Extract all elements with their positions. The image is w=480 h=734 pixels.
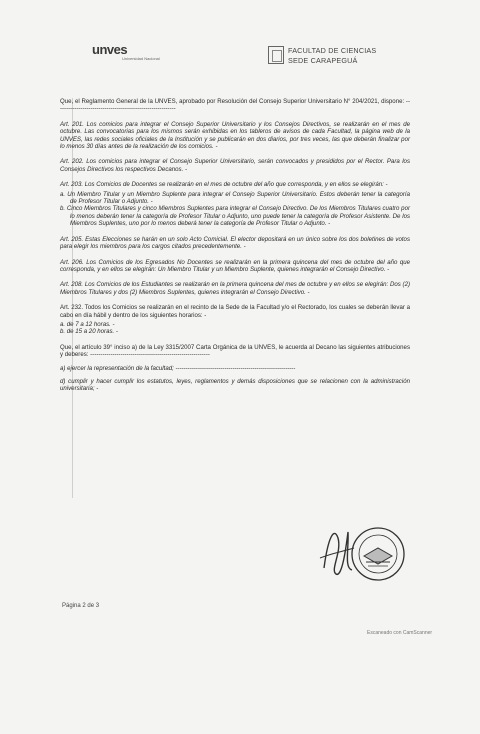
ley-item-d: d) cumplir y hacer cumplir los estatutos, leyes, reglamentos y demás disposiciones que se relacionen con la administración universitaria; -: [60, 377, 410, 393]
document-body: [60, 98, 410, 401]
unves-logo: [92, 42, 170, 72]
unves-logo-subtitle: Universidad Nacional: [122, 56, 160, 61]
faculty-logo: [268, 44, 388, 74]
ley-item-a: a) ejercer la representación de la facultad; -----------------------------------------------------------: [60, 364, 296, 372]
article-232-item-a: a. de 7 a 12 horas. -: [60, 320, 115, 328]
article-206: Art. 206. Los Comicios de los Egresados No Docentes se realizarán en la primera quincena del mes de octubre del año que corresponda, y en ellos se elegirán: Un Miembro Titular y un Miembro Suplente, quienes integrarán el Consejo Directivo. -: [60, 258, 410, 273]
article-232-item-b: b. de 15 a 20 horas. -: [60, 328, 118, 336]
article-232-intro: Art. 232. Todos los Comicios se realizarán en el recinto de la Sede de la Facultad y/o el Rectorado, los cuales se deberán llevar a cabo en día hábil y dentro de los siguientes horarios: -: [60, 304, 410, 319]
article-203-item-a: a. Un Miembro Titular y un Miembro Suplente para integrar el Consejo Superior Universitario. Estos deberán tener la categoría de Profesor Titular o Adjunto. -: [60, 190, 410, 206]
article-203-item-b: b. Cinco Miembros Titulares y cinco Miembros Suplentes para integrar el Consejo Directivo. De los Miembros Titulares cuatro por lo menos deberán tener la categoría de Profesor Titular o Adjunto, uno puede tener la categoría de Profesor Asistente. De los Miembros Suplentes, uno por lo menos deberá tener la categoría de Profesor Titular o Adjunto. -: [60, 205, 410, 228]
signature-and-seal: [318, 518, 408, 588]
article-203-intro: Art. 203. Los Comicios de Docentes se realizarán en el mes de octubre del año que corresponda, y en ellos se elegirán: -: [60, 181, 388, 189]
article-232-list: [60, 321, 410, 336]
article-208: Art. 208. Los Comicios de los Estudiantes se realizarán en la primera quincena del mes de octubre y en ellos se elegirán: Dos (2) Miembros Titulares y dos (2) Miembros Suplentes, quienes integrarán el Consejo Directivo. -: [60, 281, 410, 296]
ley-intro: Que, el artículo 39° inciso a) de la Ley 3315/2007 Carta Orgánica de la UNVES, le acuerda al Decano las siguientes atribuciones y deberes: -----------------------------------------------------------: [60, 343, 410, 359]
scanner-watermark: Escaneado con CamScanner: [367, 630, 433, 636]
intro-paragraph: Que, el Reglamento General de la UNVES, aprobado por Resolución del Consejo Superior Universitario N° 204/2021, dispone: -----------------------------------------------------------: [60, 98, 410, 113]
article-205: Art. 205. Estas Elecciones se harán en un solo Acto Comicial. El elector depositará en un único sobre los dos boletines de votos para elegir los miembros para los cargos citados precedentemente. -: [60, 235, 410, 251]
article-201: Art. 201. Los comicios para integrar el Consejo Superior Universitario y los Consejos Directivos, se realizarán en el mes de octubre. Las convocatorias para los mismos serán exhibidas en los tableros de avisos de cada Facultad, la página web de la UNVES, las redes sociales oficiales de la Institución y se publicarán en dos diarios, por tres veces, las que deberán finalizar por lo menos 30 días antes de la realización de los comicios. -: [60, 120, 410, 151]
signature: [320, 532, 354, 574]
unves-logo-text: unves: [92, 42, 128, 57]
faculty-campus: SEDE CARAPEGUÁ: [288, 56, 358, 65]
article-202: Art. 202. Los comicios para integrar el Consejo Superior Universitario, serán convocados y presididos por el Rector. Para los Consejos Directivos los respectivos Decanos. -: [60, 158, 410, 173]
letterhead: [0, 40, 480, 80]
faculty-name: FACULTAD DE CIENCIAS: [288, 46, 377, 55]
page-number: Página 2 de 3: [62, 603, 100, 609]
article-203-list: [60, 191, 410, 228]
faculty-emblem-icon: [268, 46, 284, 64]
official-seal-icon: [352, 528, 404, 580]
